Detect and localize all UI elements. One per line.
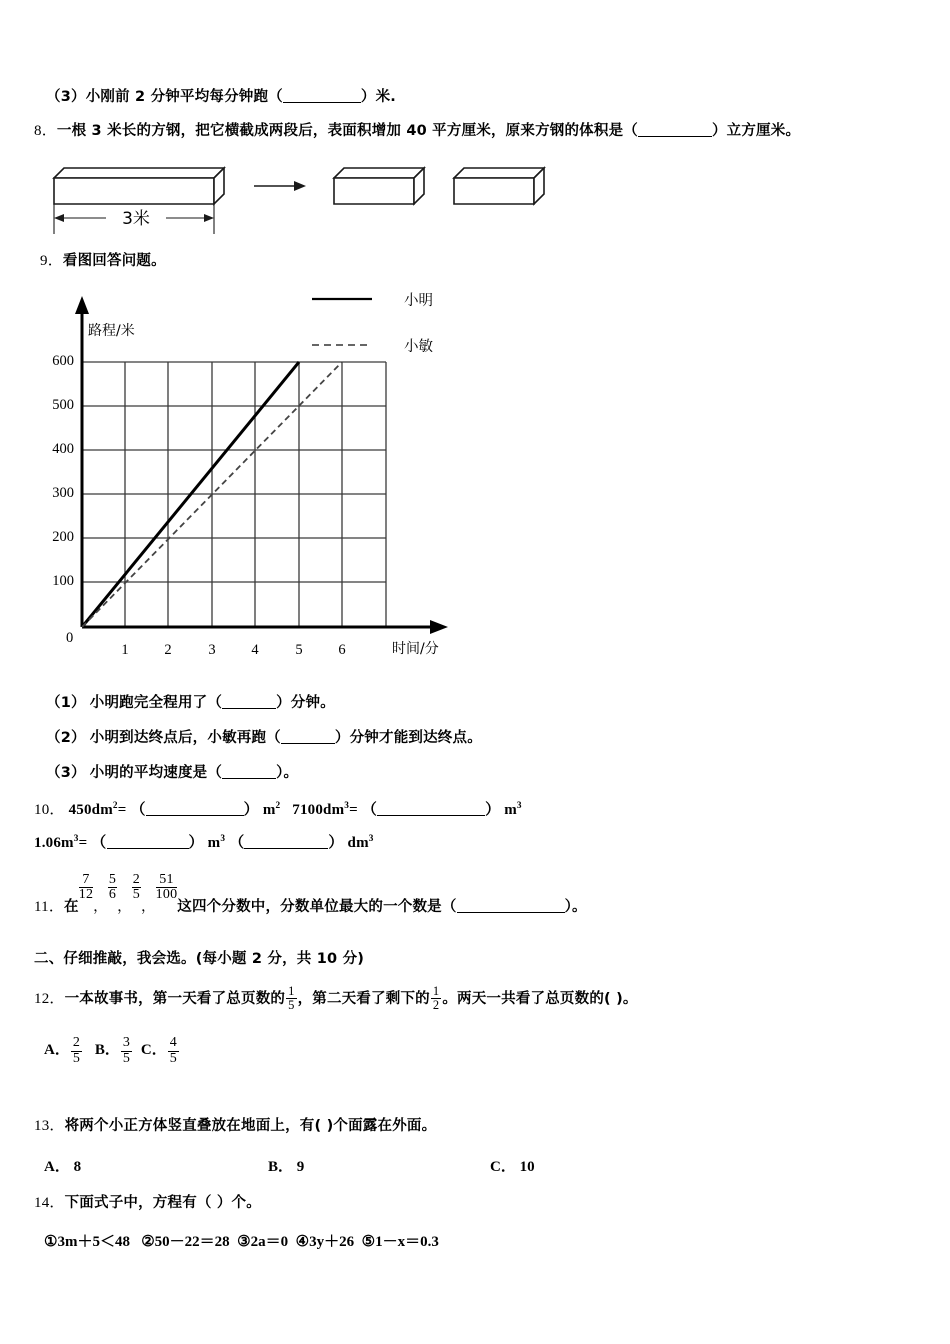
q10-expr1-exponent: 2	[112, 801, 118, 811]
chart-ytick-300: 300	[52, 485, 74, 501]
chart-xtick-4: 4	[251, 642, 259, 658]
chart-xtick-5: 5	[295, 642, 303, 658]
q7-part3-answer-blank[interactable]	[283, 102, 361, 103]
q10-expr2-equals: = （	[349, 802, 378, 818]
q12-number: 12．	[34, 990, 65, 1007]
q10-line2-value: 1.06m	[34, 835, 74, 851]
legend-label-xiaoming: 小明	[404, 293, 433, 309]
q9-sub3-text-before: 小明的平均速度是（	[89, 765, 223, 781]
q10-line2-unit-2: ） dm	[328, 835, 369, 851]
chart-x-axis-title: 时间/分	[392, 641, 439, 657]
q11-frac2-denominator: 6	[108, 886, 117, 902]
q11-frac1-denominator: 12	[78, 886, 94, 902]
q9-sub2-text-before: 小明到达终点后，小敏再跑（	[89, 730, 281, 746]
q11-frac2-numerator: 5	[108, 871, 117, 887]
q12-option-a-numerator: 2	[72, 1035, 80, 1050]
q10-line2-answer-blank-2[interactable]	[244, 848, 328, 849]
q10-line2-value-exponent: 3	[73, 834, 79, 844]
q10-expr2-unit-exponent: 3	[516, 801, 522, 811]
q9-sub2-text-after: ）分钟才能到达终点。	[334, 730, 482, 746]
chart-ytick-500: 500	[52, 397, 74, 413]
chart-y-axis-arrow	[75, 296, 89, 314]
q12-option-b-denominator: 5	[122, 1050, 130, 1066]
q12-option-c-numerator: 4	[169, 1035, 177, 1050]
chart-ytick-200: 200	[52, 529, 74, 545]
q11-frac1-numerator: 7	[79, 873, 93, 888]
q8-steel-bar-figure	[46, 160, 586, 238]
dim-label-3m: 3米	[122, 209, 150, 229]
chart-x-axis-arrow	[430, 620, 448, 634]
chart-xtick-1: 1	[121, 642, 129, 658]
q14-expr-4-text: 3y＋26	[309, 1234, 355, 1250]
q9-sub2-label: （2）	[46, 730, 86, 746]
q14-expr-4-marker: ④	[295, 1234, 310, 1250]
q9-sub3-label: （3）	[46, 765, 86, 781]
q10-expr1-value: 450dm	[68, 802, 113, 818]
q9-sub1-label: （1）	[46, 695, 86, 711]
q12-part-3: 。两天一共看了总页数的( )。	[442, 990, 638, 1007]
q10-expr1-equals: = （	[117, 802, 146, 818]
question-12	[34, 985, 638, 1012]
q11-answer-blank[interactable]	[457, 912, 565, 913]
section-2-heading-text: 二、仔细推敲，我会选。(每小题 2 分，共 10 分)	[34, 951, 365, 967]
question-11	[34, 871, 587, 917]
q14-text: 下面式子中，方程有（ ）个。	[64, 1195, 261, 1211]
q12-fraction-1	[286, 985, 296, 1012]
q10-expr2-value: 7100dm	[292, 802, 345, 818]
bar-front-face	[54, 178, 214, 204]
dim-arrow-left	[54, 214, 64, 222]
q11-sep-1: ，	[93, 899, 108, 915]
q11-text-middle: 这四个分数中，分数单位最大的一个数是（	[177, 899, 457, 915]
q9-sub1-text-before: 小明跑完全程用了（	[89, 695, 223, 711]
q13-text: 将两个小正方体竖直叠放在地面上，有( )个面露在外面。	[64, 1118, 437, 1134]
q10-expr1-unit: ） m	[243, 802, 276, 818]
q12-option-c-fraction[interactable]	[168, 1036, 179, 1066]
q11-fraction-3	[132, 871, 141, 915]
q8-text-before: 一根 3 米长的方钢，把它横截成两段后，表面积增加 40 平方厘米，原来方钢的体积是（	[56, 123, 638, 139]
q12-frac2-denominator: 2	[432, 998, 440, 1013]
q9-sub1-answer-blank[interactable]	[222, 708, 276, 709]
q12-option-a-label[interactable]: A．	[44, 1042, 70, 1058]
q12-option-c-label[interactable]: C．	[140, 1042, 167, 1058]
q10-line2-mid-paren: （	[229, 835, 245, 851]
q10-line2-unit-1-exponent: 3	[220, 834, 226, 844]
chart-ytick-600: 600	[52, 353, 74, 369]
question-9-sub-2	[46, 729, 482, 748]
piece1-front-face	[334, 178, 414, 204]
q14-expr-2-text: 50－22＝28	[154, 1234, 230, 1250]
question-10-line-1	[34, 801, 522, 819]
chart-xtick-3: 3	[208, 642, 216, 658]
q12-option-b-label[interactable]: B．	[94, 1042, 120, 1058]
piece2-top-face	[454, 168, 544, 178]
q13-option-b-label: B．	[268, 1159, 294, 1175]
q12-option-b-fraction[interactable]	[121, 1036, 132, 1066]
q12-part-2: ，第二天看了剩下的	[297, 990, 430, 1007]
q14-expr-2-marker: ②	[141, 1234, 155, 1250]
chart-ytick-100: 100	[52, 573, 74, 589]
question-7-part-3	[46, 88, 396, 107]
section-2-heading	[34, 950, 364, 969]
question-8-text	[34, 122, 800, 141]
chart-y-axis-title: 路程/米	[88, 323, 135, 339]
q12-option-c-denominator: 5	[169, 1050, 177, 1066]
q14-expr-1-text: 3m＋5＜48	[57, 1234, 130, 1250]
chart-xtick-6: 6	[338, 642, 346, 658]
q12-fraction-2	[431, 985, 441, 1012]
q14-expr-3-marker: ③	[237, 1234, 251, 1250]
q13-option-b-value: 9	[296, 1159, 305, 1175]
q10-expr2-answer-blank[interactable]	[377, 815, 485, 816]
q11-number: 11．	[34, 899, 65, 915]
q14-number: 14．	[34, 1195, 65, 1211]
steel-bar-svg	[46, 160, 586, 238]
q11-frac4-numerator: 51	[156, 873, 178, 888]
question-9-sub-1	[46, 694, 335, 713]
q13-option-c-label: C．	[490, 1159, 516, 1175]
q11-frac3-numerator: 2	[132, 871, 140, 887]
q10-expr2-exponent: 3	[344, 801, 350, 811]
q12-frac1-denominator: 5	[288, 998, 295, 1013]
question-13-option-a[interactable]	[44, 1155, 81, 1176]
piece1-top-face	[334, 168, 424, 178]
q11-sep-2: ，	[117, 899, 132, 915]
q12-frac2-numerator: 1	[432, 984, 440, 998]
question-12-options	[44, 1036, 180, 1066]
q10-expr1-answer-blank[interactable]	[146, 815, 244, 816]
q10-expr2-unit: ） m	[485, 802, 517, 818]
question-9-text	[40, 252, 166, 271]
q11-frac3-denominator: 5	[132, 886, 140, 902]
q11-fraction-2	[108, 871, 117, 915]
q11-sep-3: ，	[140, 899, 156, 915]
q12-option-a-denominator: 5	[72, 1050, 80, 1066]
question-14	[34, 1194, 261, 1213]
q10-line2-unit-1: ） m	[188, 835, 221, 851]
q7-part3-text-after: ）米.	[360, 89, 396, 105]
question-13-option-b[interactable]	[268, 1155, 304, 1176]
question-13-option-c[interactable]	[490, 1155, 535, 1176]
q12-part-1: 一本故事书，第一天看了总页数的	[64, 990, 286, 1007]
question-10-line-2	[34, 834, 374, 852]
q14-expr-3-text: 2a＝0	[250, 1234, 289, 1250]
q10-expr1-unit-exponent: 2	[275, 801, 281, 811]
q9-sub3-text-after: ）。	[276, 765, 299, 781]
q12-option-b-numerator: 3	[122, 1035, 130, 1050]
q9-number: 9．	[40, 253, 63, 269]
q8-number: 8．	[34, 123, 57, 139]
chart-origin-label: 0	[66, 630, 74, 646]
q13-option-c-value: 10	[519, 1159, 535, 1175]
q13-option-a-value: 8	[73, 1159, 82, 1175]
q9-label: 看图回答问题。	[62, 253, 166, 269]
q14-expr-5-text: 1－x＝0.3	[375, 1234, 439, 1250]
q10-line2-equals: = （	[78, 835, 107, 851]
legend-label-xiaomin: 小敏	[404, 339, 433, 355]
q11-text-after: ）。	[564, 899, 587, 915]
q10-line2-unit-2-exponent: 3	[368, 834, 374, 844]
piece2-front-face	[454, 178, 534, 204]
q9-distance-time-chart	[40, 282, 500, 672]
q8-text-after: ）立方厘米。	[711, 123, 801, 139]
chart-xtick-2: 2	[164, 642, 172, 658]
q8-answer-blank[interactable]	[638, 136, 712, 137]
chart-gridlines-horizontal	[82, 362, 386, 582]
q14-expr-5-marker: ⑤	[361, 1234, 376, 1250]
question-13	[34, 1117, 436, 1136]
q10-number: 10．	[34, 802, 65, 818]
q13-number: 13．	[34, 1118, 65, 1134]
q13-option-a-label: A．	[44, 1159, 70, 1175]
q7-part3-text-before: 小刚前 2 分钟平均每分钟跑（	[85, 89, 283, 105]
q12-option-a-fraction[interactable]	[71, 1036, 82, 1066]
q12-frac1-numerator: 1	[288, 984, 295, 998]
q14-expr-1-marker: ①	[44, 1234, 58, 1250]
q9-sub2-answer-blank[interactable]	[281, 743, 335, 744]
q9-sub3-answer-blank[interactable]	[222, 778, 276, 779]
q11-frac4-denominator: 100	[155, 886, 178, 902]
question-9-sub-3	[46, 764, 298, 783]
dim-arrow-right	[204, 214, 214, 222]
process-arrow-head	[294, 181, 306, 191]
q7-part3-label: （3）	[46, 89, 86, 105]
q11-fraction-4	[155, 871, 178, 915]
bar-top-face	[54, 168, 224, 178]
chart-ytick-400: 400	[52, 441, 74, 457]
q11-fraction-1	[78, 871, 94, 915]
q9-sub1-text-after: ）分钟。	[276, 695, 335, 711]
q10-line2-answer-blank-1[interactable]	[107, 848, 189, 849]
question-14-expressions	[44, 1230, 439, 1251]
q11-text-before: 在	[64, 899, 79, 915]
